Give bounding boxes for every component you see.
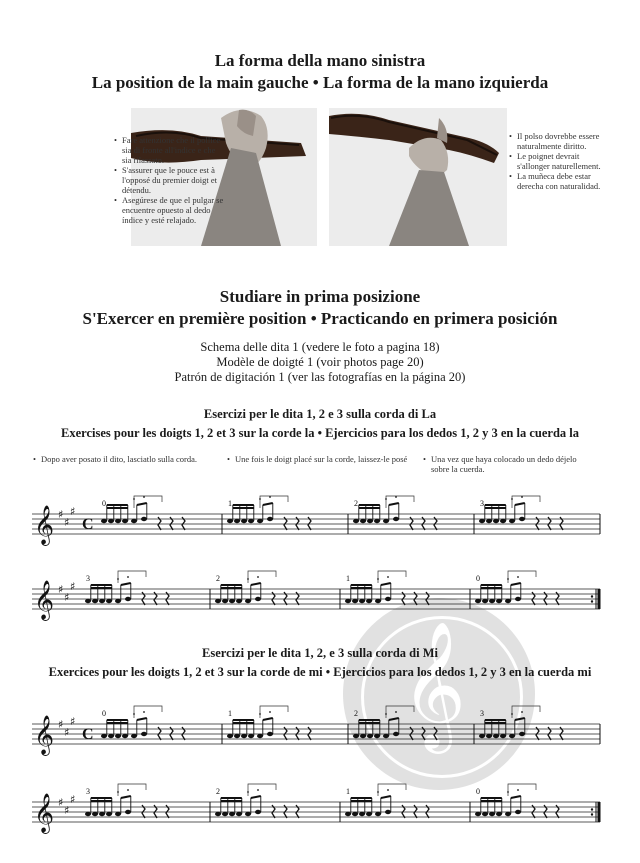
- note-beam: [137, 503, 147, 505]
- note-head: [248, 519, 254, 523]
- fingering-number: 2: [354, 709, 358, 718]
- note-head: [505, 599, 511, 603]
- note-head: [241, 734, 247, 738]
- note-head: [222, 812, 228, 816]
- note-head: [131, 734, 137, 738]
- note-head: [92, 812, 98, 816]
- music-system-1: [28, 490, 608, 546]
- note-head: [375, 599, 381, 603]
- fingering-number: 1: [228, 499, 232, 508]
- note-head: [479, 519, 485, 523]
- note-head: [489, 812, 495, 816]
- hold-bracket: [386, 706, 414, 718]
- note-head: [496, 812, 502, 816]
- staccato-dot: [395, 496, 397, 498]
- note-head: [479, 734, 485, 738]
- note-head: [352, 599, 358, 603]
- note-head: [482, 812, 488, 816]
- note-es: • Asegúrese de que el pulgar se encuentre opuesto al dedo índice y esté relajado.: [114, 195, 226, 225]
- note-beam: [263, 503, 273, 505]
- hold-bracket: [378, 784, 406, 796]
- note-beam: [511, 583, 521, 585]
- note-head: [122, 734, 128, 738]
- fingering-number: 3: [480, 499, 484, 508]
- hold-bracket: [386, 496, 414, 508]
- note-beam: [511, 796, 521, 798]
- note-head: [353, 734, 359, 738]
- note-head: [515, 810, 521, 814]
- exercise-la-note-fr: [227, 454, 417, 464]
- note-beam: [515, 503, 525, 505]
- note-head: [366, 599, 372, 603]
- note-beam: [515, 718, 525, 720]
- note-head: [367, 519, 373, 523]
- staccato-dot: [269, 496, 271, 498]
- sharp-sign: ♯: [58, 796, 64, 809]
- page-title: La forma della mano sinistra: [214, 51, 426, 70]
- note-head: [125, 597, 131, 601]
- repeat-dot: [591, 813, 593, 815]
- note-head: [222, 599, 228, 603]
- staccato-dot: [257, 576, 259, 578]
- hold-bracket: [134, 706, 162, 718]
- hold-bracket: [260, 706, 288, 718]
- note-head: [360, 734, 366, 738]
- note-head: [353, 519, 359, 523]
- note-head: [374, 519, 380, 523]
- sharp-sign: ♯: [70, 580, 76, 593]
- fingering-number: 0: [476, 574, 480, 583]
- note-head: [108, 519, 114, 523]
- hold-bracket: [248, 571, 276, 583]
- exercise-la-note-es: [423, 454, 593, 474]
- note-text: • Una vez que haya colocado un dedo déjelo sobre la cuerda.: [423, 454, 593, 474]
- note-text: • Une fois le doigt placé sur la corde, laissez-le posé: [227, 454, 417, 464]
- note-it: • Il polso dovrebbe essere naturalmente diritto.: [509, 131, 609, 151]
- staccato-dot: [521, 711, 523, 713]
- note-head: [101, 734, 107, 738]
- staccato-dot: [517, 789, 519, 791]
- section-title: Studiare in prima posizione: [219, 287, 421, 306]
- note-it: • Fare attenzione che il pollice sia di fronte all'indice e che sia rilassato.: [114, 135, 226, 165]
- hold-bracket: [118, 784, 146, 796]
- note-head: [374, 734, 380, 738]
- exercise-la-subtitle: Exercises pour les doigts 1, 2 et 3 sur la corde la • Ejercicios para los dedos 1, 2 y 3 en la cuerda la: [60, 426, 579, 440]
- staccato-dot: [521, 496, 523, 498]
- schema-es: Patrón de digitación 1 (ver las fotografías en la página 20): [174, 370, 466, 384]
- fingering-number: 2: [354, 499, 358, 508]
- note-head: [482, 599, 488, 603]
- repeat-dot: [591, 808, 593, 810]
- note-head: [393, 732, 399, 736]
- note-es: • La muñeca debe estar derecha con naturalidad.: [509, 171, 609, 191]
- note-head: [115, 812, 121, 816]
- note-head: [489, 599, 495, 603]
- staff-group: [32, 784, 600, 834]
- hold-bracket: [248, 784, 276, 796]
- note-head: [366, 812, 372, 816]
- exercise-mi-subtitle: Exercices pour les doigts 1, 2 et 3 sur la corde de mi • Ejercicios para los dedos 1, 2 y 3 en la cuerda mi: [48, 665, 592, 679]
- note-head: [115, 519, 121, 523]
- note-head: [359, 812, 365, 816]
- note-head: [115, 734, 121, 738]
- treble-clef-watermark: 𝄞: [343, 598, 535, 790]
- sharp-sign: ♯: [64, 516, 70, 529]
- note-head: [509, 734, 515, 738]
- note-head: [234, 519, 240, 523]
- note-head: [248, 734, 254, 738]
- page-subtitle: La position de la main gauche • La forma de la mano izquierda: [91, 73, 549, 92]
- fingering-number: 0: [476, 787, 480, 796]
- note-beam: [381, 796, 391, 798]
- note-head: [227, 519, 233, 523]
- note-head: [493, 734, 499, 738]
- note-head: [267, 732, 273, 736]
- note-head: [255, 597, 261, 601]
- staccato-dot: [395, 711, 397, 713]
- note-head: [245, 812, 251, 816]
- note-head: [236, 812, 242, 816]
- right-notes: [509, 131, 609, 191]
- note-head: [215, 599, 221, 603]
- staccato-dot: [517, 576, 519, 578]
- staccato-dot: [387, 576, 389, 578]
- note-head: [257, 734, 263, 738]
- note-head: [108, 734, 114, 738]
- sharp-sign: ♯: [64, 804, 70, 817]
- fingering-number: 0: [102, 499, 106, 508]
- note-beam: [137, 718, 147, 720]
- sharp-sign: ♯: [70, 715, 76, 728]
- staccato-dot: [127, 576, 129, 578]
- staccato-dot: [127, 789, 129, 791]
- hold-bracket: [378, 571, 406, 583]
- note-beam: [251, 796, 261, 798]
- section-subtitle: S'Exercer en première position • Practicando en primera posición: [82, 309, 558, 328]
- hold-bracket: [512, 496, 540, 508]
- note-head: [141, 732, 147, 736]
- exercise-la-note-it: [33, 454, 223, 464]
- sharp-sign: ♯: [70, 793, 76, 806]
- note-head: [505, 812, 511, 816]
- hold-bracket: [508, 784, 536, 796]
- note-head: [234, 734, 240, 738]
- note-head: [141, 517, 147, 521]
- note-head: [99, 812, 105, 816]
- note-head: [115, 599, 121, 603]
- note-head: [500, 734, 506, 738]
- note-head: [125, 810, 131, 814]
- treble-clef: 𝄞: [34, 580, 55, 620]
- staccato-dot: [387, 789, 389, 791]
- note-head: [393, 517, 399, 521]
- note-head: [106, 599, 112, 603]
- hold-bracket: [512, 706, 540, 718]
- fingering-number: 3: [86, 574, 90, 583]
- music-system-3: [28, 700, 608, 756]
- note-head: [122, 519, 128, 523]
- note-head: [255, 810, 261, 814]
- note-head: [345, 599, 351, 603]
- sharp-sign: ♯: [70, 505, 76, 518]
- note-beam: [389, 503, 399, 505]
- note-head: [383, 519, 389, 523]
- treble-clef: 𝄞: [34, 793, 55, 833]
- note-beam: [251, 583, 261, 585]
- schema-fr: Modèle de doigté 1 (voir photos page 20): [216, 355, 424, 369]
- note-head: [227, 734, 233, 738]
- treble-clef: 𝄞: [34, 715, 55, 755]
- note-head: [519, 517, 525, 521]
- note-head: [385, 810, 391, 814]
- note-head: [92, 599, 98, 603]
- hold-bracket: [260, 496, 288, 508]
- staff-group: [32, 496, 600, 546]
- note-beam: [263, 718, 273, 720]
- note-head: [101, 519, 107, 523]
- note-head: [475, 812, 481, 816]
- note-head: [85, 812, 91, 816]
- note-beam: [389, 718, 399, 720]
- note-head: [375, 812, 381, 816]
- note-head: [519, 732, 525, 736]
- note-head: [236, 599, 242, 603]
- staff-group: [32, 571, 600, 621]
- hold-bracket: [508, 571, 536, 583]
- note-beam: [381, 583, 391, 585]
- fingering-number: 2: [216, 787, 220, 796]
- fingering-number: 1: [346, 787, 350, 796]
- staccato-dot: [143, 711, 145, 713]
- right-hand-photo: [329, 108, 507, 246]
- time-signature: C: [82, 516, 94, 533]
- sharp-sign: ♯: [64, 726, 70, 739]
- fingering-number: 1: [346, 574, 350, 583]
- note-beam: [121, 583, 131, 585]
- note-fr: • S'assurer que le pouce est à l'opposé du premier doigt et détendu.: [114, 165, 226, 195]
- fingering-number: 3: [480, 709, 484, 718]
- fingering-number: 0: [102, 709, 106, 718]
- note-head: [496, 599, 502, 603]
- note-head: [345, 812, 351, 816]
- note-head: [131, 519, 137, 523]
- note-head: [383, 734, 389, 738]
- fingering-number: 3: [86, 787, 90, 796]
- sharp-sign: ♯: [58, 508, 64, 521]
- sharp-sign: ♯: [58, 583, 64, 596]
- fingering-number: 1: [228, 709, 232, 718]
- hold-bracket: [118, 571, 146, 583]
- note-head: [500, 519, 506, 523]
- note-head: [229, 812, 235, 816]
- staccato-dot: [269, 711, 271, 713]
- hold-bracket: [134, 496, 162, 508]
- music-system-4: [28, 778, 608, 834]
- note-head: [257, 519, 263, 523]
- note-head: [99, 599, 105, 603]
- sharp-sign: ♯: [58, 718, 64, 731]
- note-head: [85, 599, 91, 603]
- note-fr: • Le poignet devrait s'allonger naturellement.: [509, 151, 609, 171]
- note-head: [486, 734, 492, 738]
- note-beam: [121, 796, 131, 798]
- exercise-la-title: Esercizi per le dita 1, 2 e 3 sulla corda di La: [203, 407, 437, 421]
- note-head: [486, 519, 492, 523]
- note-head: [509, 519, 515, 523]
- left-notes: [114, 135, 226, 225]
- schema-it: Schema delle dita 1 (vedere le foto a pagina 18): [200, 340, 440, 354]
- repeat-dot: [591, 600, 593, 602]
- note-head: [245, 599, 251, 603]
- staff-group: [32, 706, 600, 756]
- note-head: [229, 599, 235, 603]
- music-system-2: [28, 565, 608, 621]
- staccato-dot: [143, 496, 145, 498]
- note-head: [385, 597, 391, 601]
- note-head: [241, 519, 247, 523]
- note-head: [267, 517, 273, 521]
- time-signature: C: [82, 726, 94, 743]
- note-head: [367, 734, 373, 738]
- fingering-number: 2: [216, 574, 220, 583]
- note-head: [106, 812, 112, 816]
- note-head: [360, 519, 366, 523]
- note-head: [515, 597, 521, 601]
- staccato-dot: [257, 789, 259, 791]
- treble-clef: 𝄞: [34, 505, 55, 545]
- note-head: [215, 812, 221, 816]
- sharp-sign: ♯: [64, 591, 70, 604]
- note-head: [493, 519, 499, 523]
- repeat-dot: [591, 595, 593, 597]
- note-text: • Dopo aver posato il dito, lasciatlo sulla corda.: [33, 454, 223, 464]
- note-head: [352, 812, 358, 816]
- note-head: [359, 599, 365, 603]
- note-head: [475, 599, 481, 603]
- exercise-mi-title: Esercizi per le dita 1, 2, e 3 sulla corda di Mi: [202, 646, 438, 660]
